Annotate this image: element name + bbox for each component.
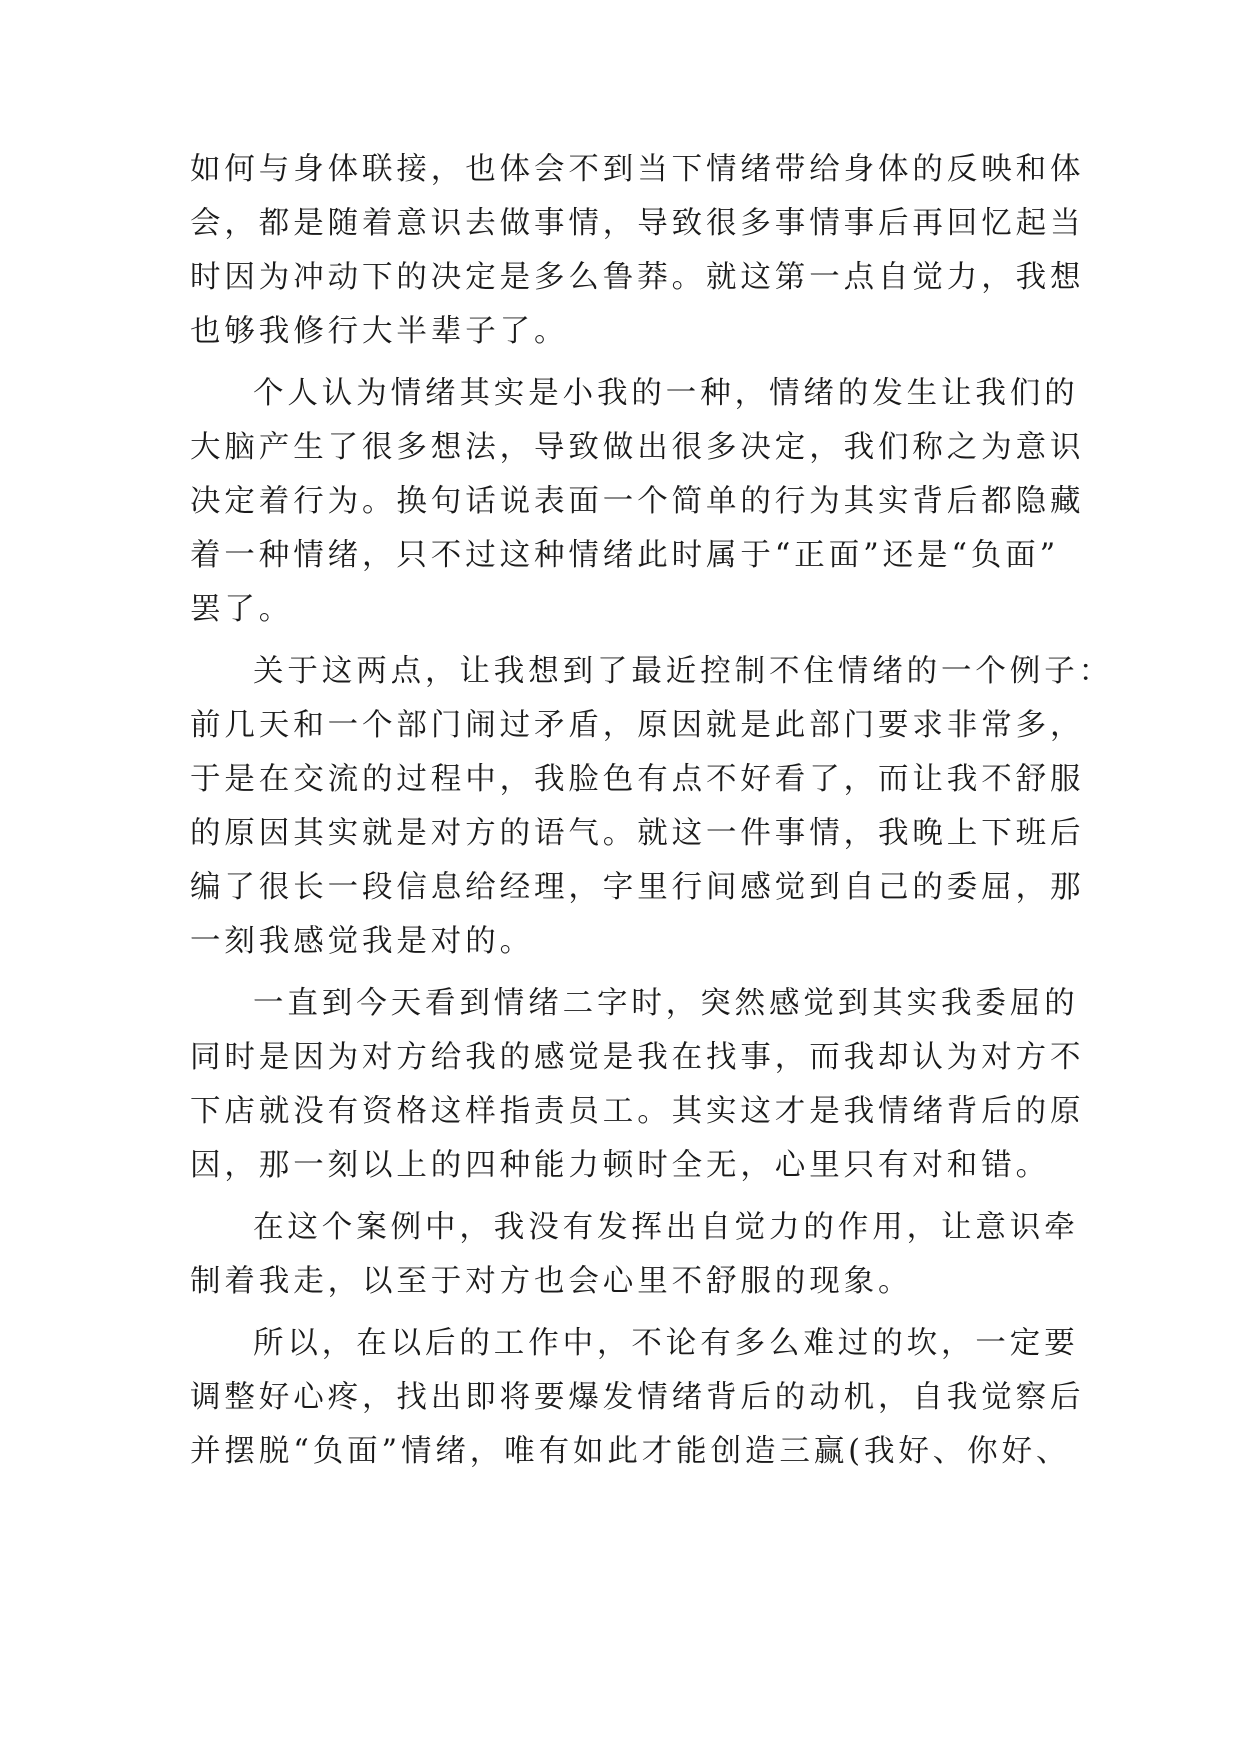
paragraph-4-line-4: 因，那一刻以上的四种能力顿时全无，心里只有对和错。 xyxy=(190,1148,1050,1183)
paragraph-5-line-1: 在这个案例中，我没有发挥出自觉力的作用，让意识牵 xyxy=(253,1210,1079,1245)
paragraph-3-line-4: 的原因其实就是对方的语气。就这一件事情，我晚上下班后 xyxy=(190,816,1085,851)
paragraph-4-line-3: 下店就没有资格这样指责员工。其实这才是我情绪背后的原 xyxy=(190,1094,1085,1129)
paragraph-3-line-1: 关于这两点，让我想到了最近控制不住情绪的一个例子： xyxy=(253,654,1113,689)
paragraph-1-line-3: 时因为冲动下的决定是多么鲁莽。就这第一点自觉力，我想 xyxy=(190,260,1085,295)
paragraph-6-line-1: 所以，在以后的工作中，不论有多么难过的坎，一定要 xyxy=(253,1326,1079,1361)
paragraph-1-line-2: 会，都是随着意识去做事情，导致很多事情事后再回忆起当 xyxy=(190,206,1085,241)
paragraph-3-line-2: 前几天和一个部门闹过矛盾，原因就是此部门要求非常多， xyxy=(190,708,1085,743)
paragraph-4-line-2: 同时是因为对方给我的感觉是我在找事，而我却认为对方不 xyxy=(190,1040,1085,1075)
paragraph-5-line-2: 制着我走，以至于对方也会心里不舒服的现象。 xyxy=(190,1264,913,1299)
paragraph-2-line-4: 着一种情绪，只不过这种情绪此时属于“正面”还是“负面” xyxy=(190,538,1060,573)
paragraph-3-line-3: 于是在交流的过程中，我脸色有点不好看了，而让我不舒服 xyxy=(190,762,1085,797)
paragraph-2-line-2: 大脑产生了很多想法，导致做出很多决定，我们称之为意识 xyxy=(190,430,1085,465)
paragraph-6-line-2: 调整好心疼，找出即将要爆发情绪背后的动机，自我觉察后 xyxy=(190,1380,1085,1415)
paragraph-4-line-1: 一直到今天看到情绪二字时，突然感觉到其实我委屈的 xyxy=(253,986,1079,1021)
paragraph-2-line-5: 罢了。 xyxy=(190,592,294,627)
paragraph-2-line-1: 个人认为情绪其实是小我的一种，情绪的发生让我们的 xyxy=(253,376,1079,411)
paragraph-6-line-3: 并摆脱“负面”情绪，唯有如此才能创造三赢(我好、你好、 xyxy=(190,1434,1071,1469)
paragraph-1-line-1: 如何与身体联接，也体会不到当下情绪带给身体的反映和体 xyxy=(190,152,1085,187)
paragraph-2-line-3: 决定着行为。换句话说表面一个简单的行为其实背后都隐藏 xyxy=(190,484,1085,519)
paragraph-3-line-5: 编了很长一段信息给经理，字里行间感觉到自己的委屈，那 xyxy=(190,870,1085,905)
paragraph-1-line-4: 也够我修行大半辈子了。 xyxy=(190,314,569,349)
paragraph-3-line-6: 一刻我感觉我是对的。 xyxy=(190,924,534,959)
